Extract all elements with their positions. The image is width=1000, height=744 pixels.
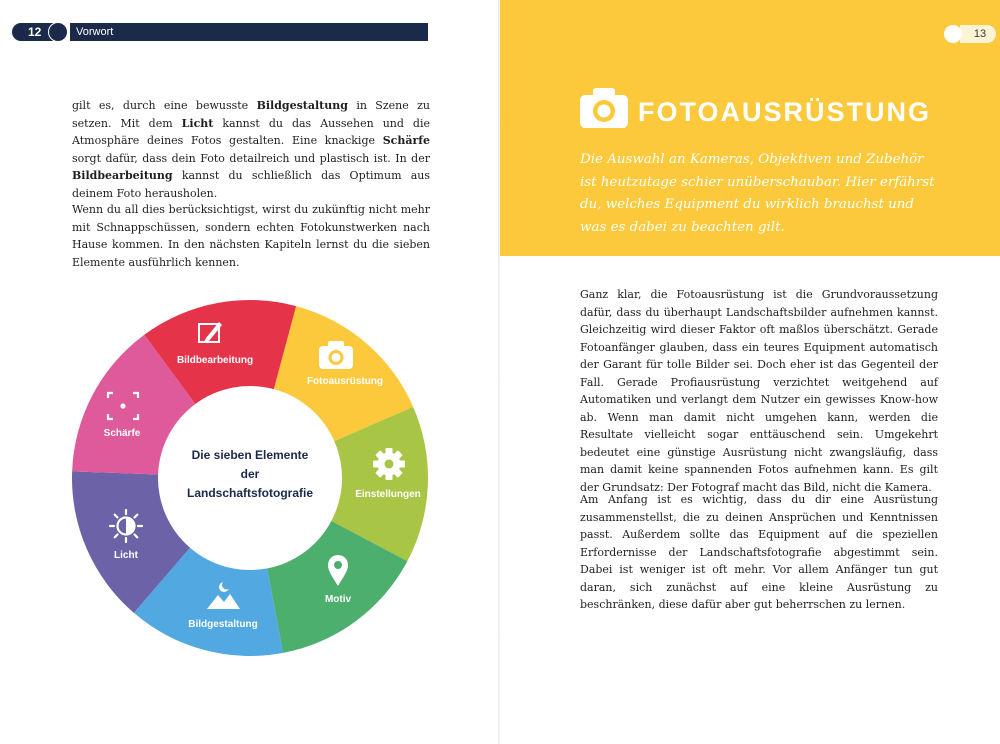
segment-label-motiv: Motiv <box>324 594 352 605</box>
page-number-left: 12 <box>12 23 56 41</box>
segment-label-einstellungen: Einstellungen <box>355 489 421 500</box>
emphasis-term: Bildbearbeitung <box>72 169 173 182</box>
section-title: Vorwort <box>70 23 428 41</box>
wheel-center-line-2: der <box>240 467 260 481</box>
sun-icon <box>110 510 142 542</box>
segment-label-bildgestaltung: Bildgestaltung <box>188 619 258 630</box>
page-number-right: 13 <box>960 25 996 43</box>
right-page <box>500 0 1000 744</box>
emphasis-term: Bildgestaltung <box>256 99 348 112</box>
body-paragraph-2: Wenn du all dies berücksichtigst, wirst du zukünftig nicht mehr mit Schnappschüssen, sondern echten Fotokunstwerken nach Hause kommen. In den nächsten Kapiteln lernst du die sieben Elemente ausführlich kennen. <box>72 203 430 269</box>
chapter-camera-icon <box>580 88 628 128</box>
body-paragraph-right-2: Am Anfang ist es wichtig, dass du dir eine Ausrüstung zusammenstellst, die zu deinen Ansprüchen und Kenntnissen passt. Außerdem sollte das Equipment auf die speziellen Erfordernisse der Landschaftsfotografie abgestimmt sein. Dabei ist weniger ist oft mehr. Vor allem Anfänger tun gut daran, sich zunächst auf eine kleine Ausrüstung zu beschränken, diese dafür aber gut beherrschen zu lernen. <box>580 493 938 611</box>
emphasis-term: Schärfe <box>382 134 430 147</box>
wheel-center-title <box>160 446 340 503</box>
text-run: in Szene zu setzen. Mit dem <box>72 99 430 130</box>
chapter-intro: Die Auswahl an Kameras, Objektiven und Zubehör ist heutzutage schier unüberschaubar. Hier erfährst du, welches Equipment du wirklich brauchst und was es dabei zu beachten gilt. <box>580 152 935 235</box>
wheel-center-line-3: Landschaftsfotografie <box>186 486 313 500</box>
emphasis-term: Licht <box>181 116 214 130</box>
chapter-header-box <box>500 0 1000 256</box>
text-run: kannst du das Aussehen und die Atmosphäre deines Fotos gestalten. Eine knackige <box>72 116 430 147</box>
header-circle-decoration <box>48 22 68 42</box>
header-circle-decoration-right <box>944 25 962 43</box>
page-header-right <box>944 25 996 43</box>
segment-label-schaerfe: Schärfe <box>103 428 141 439</box>
body-paragraph-right-1: Ganz klar, die Fotoausrüstung ist die Grundvoraussetzung dafür, dass du überhaupt Landschaftsbilder aufnehmen kannst. Gleichzeitig wird dieser Faktor oft maßlos überschätzt. Gerade Fotoanfänger glauben, dass ein teures Equipment automatisch der Garant für tolle Bilder sei. Doch eher ist das Gegenteil der Fall. Gerade Profiausrüstung verzichtet weitgehend auf Automatiken und verlangt dem Nutzer ein gewisses Know-how ab. Wenn man damit nicht umgehen kann, werden die Resultate vielleicht sogar enttäuschend sein. Umgekehrt bedeutet eine günstige Ausrüstung nicht zwangsläufig, dass man damit keine spannenden Fotos aufnehmen kann. Es gilt der Grundsatz: Der Fotograf macht das Bild, nicht die Kamera. <box>580 288 938 494</box>
page-header-left <box>12 23 428 41</box>
segment-label-licht: Licht <box>114 550 138 561</box>
segment-label-fotoausruestung: Fotoausrüstung <box>306 376 384 387</box>
segment-label-bildbearbeitung: Bildbearbeitung <box>176 355 254 366</box>
text-run: gilt es, durch eine bewusste <box>72 99 257 112</box>
wheel-center-line-1: Die sieben Elemente <box>191 448 309 462</box>
text-run: kannst du schließlich das Optimum aus deinem Foto herausholen. <box>72 169 430 200</box>
chapter-title: FOTOAUSRÜSTUNG <box>638 97 932 127</box>
text-run: sorgt dafür, dass dein Foto detailreich und plastisch ist. In der <box>72 151 430 165</box>
gear-icon <box>373 448 405 480</box>
body-paragraph-1 <box>72 97 430 202</box>
